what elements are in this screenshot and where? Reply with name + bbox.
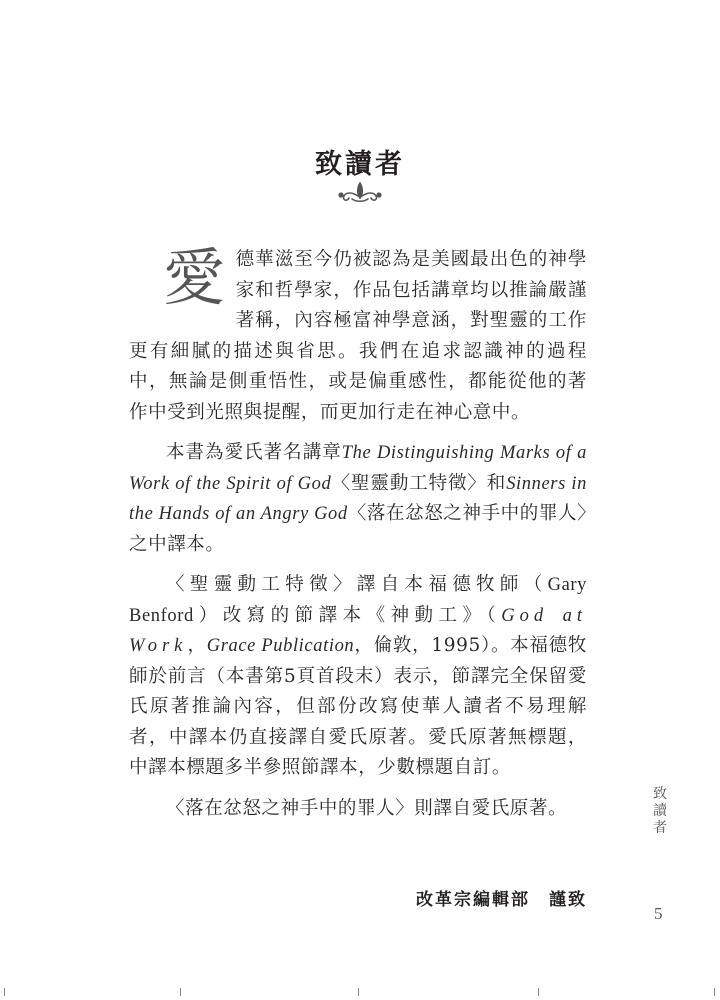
page-title: 致讀者 — [315, 149, 405, 180]
crop-mark — [180, 988, 181, 996]
p2-text-b: 〈聖靈動工特徵〉和 — [331, 472, 507, 494]
paragraph-1-text: 德華滋至今仍被認為是美國最出色的神學家和哲學家，作品包括講章均以推論嚴謹著稱，內容極富神學意涵，對聖靈的工作更有細膩的描述與省思。我們在追求認識神的過程中，無論是側重悟性，或是偏重感性，都能從他的著作中受到光照與提醒，而更加行走在神心意中。 — [129, 249, 587, 423]
fleuron-ornament-icon — [338, 180, 382, 204]
p3-text-d: ，倫敦，1995）。本福德牧師於前言（本書第5頁首段末）表示，節譯完全保留愛氏原著推論內容，但部份改寫使華人讀者不易理解者，中譯本仍直接譯自愛氏原著。愛氏原著無標題，中譯本標題多半參照節譯本，少數標題自訂。 — [129, 635, 587, 778]
english-book-title: God at Work — [129, 605, 587, 656]
signature: 改革宗編輯部 謹致 — [416, 890, 587, 910]
english-title-2: Sinners in the Hands of an Angry God — [129, 473, 588, 524]
english-title-1: The Distinguishing Marks of a Work of the Spirit of God — [129, 443, 587, 494]
crop-mark — [714, 988, 715, 996]
page-number: 5 — [654, 904, 663, 923]
drop-cap: 愛 — [163, 241, 226, 314]
running-side-label: 致讀者 — [653, 786, 667, 836]
paragraph-4: 〈落在忿怒之神手中的罪人〉則譯自愛氏原著。 — [166, 797, 568, 819]
body-text — [129, 241, 588, 834]
crop-mark — [358, 988, 359, 996]
publisher-name: Grace Publication — [206, 636, 355, 656]
p3-text-a: 〈聖靈動工特徵〉譯自本福德牧師（ — [166, 574, 548, 595]
crop-mark — [4, 988, 5, 996]
author-name: Gary Benford — [129, 575, 587, 626]
p2-text-a: 本書為愛氏著名講章 — [166, 442, 342, 463]
crop-mark — [538, 988, 539, 996]
paragraph-3 — [129, 570, 587, 784]
p2-text-c: 〈落在忿怒之神手中的罪人〉之中譯本。 — [129, 503, 587, 555]
p3-text-b: ）改寫的節譯本《神動工》（ — [193, 604, 502, 626]
p3-text-c: ， — [187, 635, 207, 656]
paragraph-1 — [129, 241, 587, 428]
paragraph-2 — [129, 438, 587, 560]
